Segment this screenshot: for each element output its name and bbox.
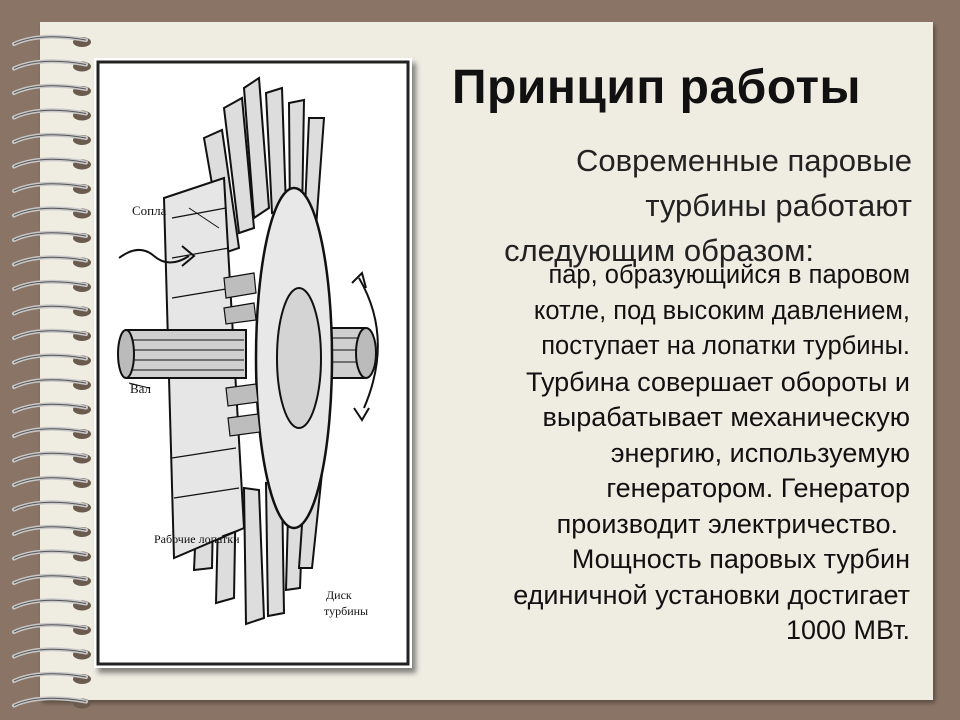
spiral-ring: [14, 698, 91, 708]
body-line: котле, под высоким давлением,: [533, 296, 910, 325]
spiral-ring: [14, 453, 91, 463]
body-line: пар, образующийся в паровом: [548, 261, 910, 289]
spiral-ring: [14, 135, 91, 145]
spiral-ring: [14, 404, 91, 414]
body-line: вырабатывает механическую: [542, 402, 910, 432]
body-text: [420, 258, 910, 649]
spiral-ring: [14, 576, 91, 586]
spiral-ring: [14, 110, 91, 120]
spiral-ring: [14, 380, 91, 390]
spiral-ring: [14, 674, 91, 684]
label-disk-1: Диск: [326, 588, 352, 602]
spiral-ring: [14, 86, 91, 96]
spiral-ring: [14, 625, 91, 635]
spiral-ring: [14, 649, 91, 659]
label-blades: Рабочие лопатки: [154, 532, 240, 546]
spiral-ring: [14, 233, 91, 243]
spiral-ring: [14, 502, 91, 512]
turbine-figure: [94, 58, 412, 668]
spiral-ring: [14, 429, 91, 439]
label-nozzle: Сопла: [132, 203, 167, 218]
spiral-ring: [14, 159, 91, 169]
intro-line-3: следующим образом:: [504, 233, 814, 268]
spiral-ring: [14, 331, 91, 341]
spiral-ring: [14, 257, 91, 267]
body-line: единичной установки достигает: [513, 579, 910, 610]
body-line: генератором. Генератор: [606, 473, 910, 503]
turbine-illustration: [94, 58, 412, 668]
body-line: производит электричество.: [556, 508, 898, 539]
body-line: 1000 МВт.: [785, 615, 910, 645]
spiral-ring: [14, 551, 91, 561]
spiral-ring: [14, 61, 91, 71]
body-line: Турбина совершает обороты и: [525, 366, 910, 397]
spiral-ring: [14, 208, 91, 218]
intro-text: [420, 138, 912, 273]
spiral-ring: [14, 282, 91, 292]
spiral-ring: [14, 184, 91, 194]
spiral-ring: [14, 527, 91, 537]
spiral-ring: [14, 478, 91, 488]
body-line: энергию, используемую: [610, 437, 910, 468]
spiral-ring: [14, 600, 91, 610]
label-disk-2: турбины: [324, 604, 369, 618]
spiral-ring: [14, 306, 91, 316]
body-line: поступает на лопатки турбины.: [541, 332, 910, 360]
body-line: Мощность паровых турбин: [571, 544, 910, 574]
spiral-ring: [14, 37, 91, 47]
spiral-ring: [14, 355, 91, 365]
label-shaft: Вал: [130, 381, 152, 396]
intro-line-1: Современные паровые: [575, 143, 912, 178]
intro-line-2: турбины работают: [645, 188, 912, 223]
slide-title: Принцип работы: [452, 61, 861, 114]
